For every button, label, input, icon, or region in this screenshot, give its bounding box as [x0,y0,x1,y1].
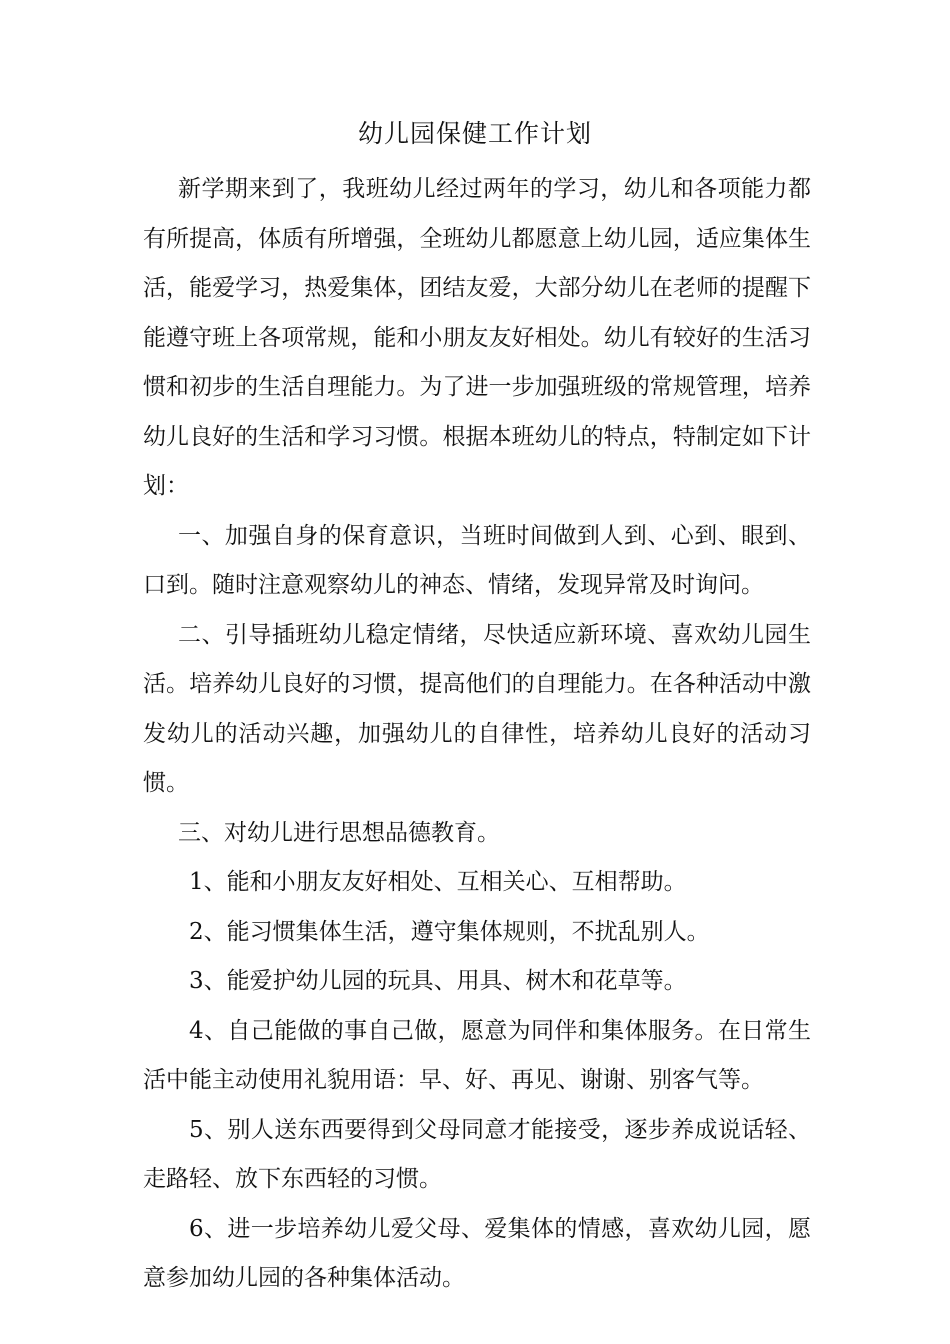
section-2-paragraph: 二、引导插班幼儿稳定情绪，尽快适应新环境、喜欢幼儿园生活。培养幼儿良好的习惯，提高他们的自理能力。在各种活动中激发幼儿的活动兴趣，加强幼儿的自律性，培养幼儿良好的活动习惯。 [143,621,811,796]
section-1-paragraph: 一、加强自身的保育意识，当班时间做到人到、心到、眼到、口到。随时注意观察幼儿的神态、情绪，发现异常及时询问。 [143,522,811,598]
intro-paragraph: 新学期来到了，我班幼儿经过两年的学习，幼儿和各项能力都有所提高，体质有所增强，全班幼儿都愿意上幼儿园，适应集体生活，能爱学习，热爱集体，团结友爱，大部分幼儿在老师的提醒下能遵守班上各项常规，能和小朋友友好相处。幼儿有较好的生活习惯和初步的生活自理能力。为了进一步加强班级的常规管理，培养幼儿良好的生活和学习习惯。根据本班幼儿的特点，特制定如下计划： [143,176,811,499]
document-body [143,165,811,1304]
list-item-3: 3、能爱护幼儿园的玩具、用具、树木和花草等。 [189,968,687,994]
section-3-heading: 三、对幼儿进行思想品德教育。 [178,819,500,846]
list-item-1: 1、能和小朋友友好相处、互相关心、互相帮助。 [189,869,687,895]
list-item-6: 6、进一步培养幼儿爱父母、爱集体的情感，喜欢幼儿园，愿意参加幼儿园的各种集体活动。 [143,1215,811,1291]
list-item-2: 2、能习惯集体生活，遵守集体规则，不扰乱别人。 [189,918,710,945]
list-item-5: 5、别人送东西要得到父母同意才能接受，逐步养成说话轻、走路轻、放下东西轻的习惯。 [143,1116,811,1192]
document-title: 幼儿园保健工作计划 [357,119,592,148]
list-item-4: 4、自己能做的事自己做，愿意为同伴和集体服务。在日常生活中能主动使用礼貌用语：早、好、再见、谢谢、别客气等。 [143,1017,811,1093]
